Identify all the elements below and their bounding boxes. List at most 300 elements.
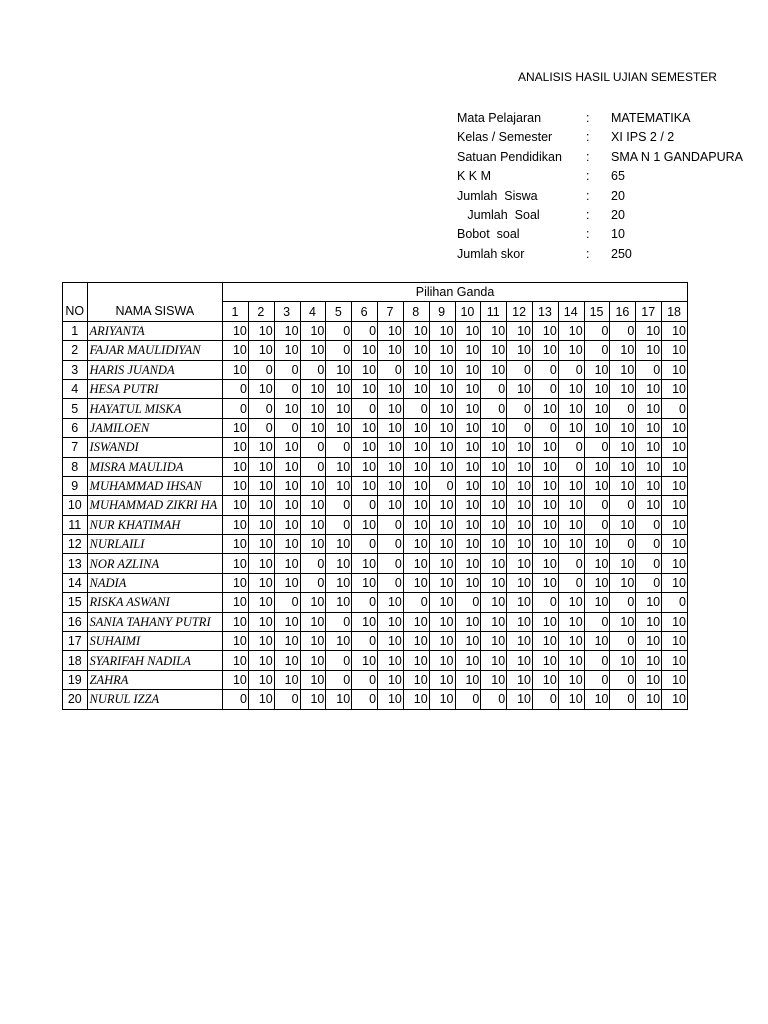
student-name: MUHAMMAD IHSAN bbox=[87, 476, 223, 495]
score-cell: 10 bbox=[378, 321, 404, 340]
score-cell: 10 bbox=[610, 573, 636, 592]
score-cell: 10 bbox=[481, 476, 507, 495]
score-cell: 10 bbox=[636, 457, 662, 476]
score-cell: 10 bbox=[636, 341, 662, 360]
score-cell: 10 bbox=[326, 476, 352, 495]
score-cell: 10 bbox=[274, 573, 300, 592]
score-cell: 10 bbox=[610, 515, 636, 534]
score-cell: 10 bbox=[248, 670, 274, 689]
score-cell: 10 bbox=[403, 341, 429, 360]
score-cell: 0 bbox=[533, 418, 559, 437]
score-cell: 10 bbox=[248, 690, 274, 709]
info-row bbox=[457, 206, 688, 225]
score-cell: 10 bbox=[274, 515, 300, 534]
score-cell: 10 bbox=[403, 651, 429, 670]
score-cell: 10 bbox=[481, 496, 507, 515]
score-cell: 10 bbox=[558, 515, 584, 534]
score-cell: 10 bbox=[481, 418, 507, 437]
score-cell: 10 bbox=[584, 476, 610, 495]
row-number: 7 bbox=[63, 438, 88, 457]
score-cell: 0 bbox=[378, 573, 404, 592]
score-cell: 10 bbox=[223, 573, 249, 592]
score-cell: 10 bbox=[636, 670, 662, 689]
score-cell: 10 bbox=[507, 321, 533, 340]
info-value: 10 bbox=[611, 227, 625, 242]
header-question-number: 6 bbox=[352, 302, 378, 321]
score-cell: 10 bbox=[403, 690, 429, 709]
score-cell: 10 bbox=[274, 399, 300, 418]
score-cell: 10 bbox=[533, 573, 559, 592]
score-cell: 10 bbox=[662, 632, 688, 651]
row-number: 12 bbox=[63, 535, 88, 554]
score-cell: 10 bbox=[610, 418, 636, 437]
score-cell: 10 bbox=[274, 476, 300, 495]
score-cell: 10 bbox=[378, 476, 404, 495]
score-cell: 10 bbox=[455, 651, 481, 670]
score-cell: 10 bbox=[481, 612, 507, 631]
score-cell: 10 bbox=[584, 554, 610, 573]
score-cell: 10 bbox=[429, 535, 455, 554]
score-cell: 10 bbox=[403, 321, 429, 340]
score-cell: 10 bbox=[584, 535, 610, 554]
score-cell: 10 bbox=[429, 554, 455, 573]
score-cell: 10 bbox=[455, 457, 481, 476]
score-cell: 10 bbox=[248, 457, 274, 476]
score-cell: 10 bbox=[403, 360, 429, 379]
score-cell: 10 bbox=[533, 612, 559, 631]
score-cell: 10 bbox=[636, 632, 662, 651]
score-cell: 0 bbox=[558, 573, 584, 592]
score-cell: 10 bbox=[378, 593, 404, 612]
table-row bbox=[63, 515, 688, 534]
score-cell: 10 bbox=[636, 690, 662, 709]
score-cell: 0 bbox=[300, 360, 326, 379]
header-pilihan-ganda: Pilihan Ganda bbox=[223, 283, 688, 302]
score-cell: 10 bbox=[274, 321, 300, 340]
score-cell: 10 bbox=[223, 670, 249, 689]
score-cell: 0 bbox=[584, 612, 610, 631]
score-cell: 10 bbox=[662, 690, 688, 709]
score-cell: 0 bbox=[558, 457, 584, 476]
score-cell: 10 bbox=[403, 438, 429, 457]
score-cell: 10 bbox=[558, 612, 584, 631]
score-cell: 10 bbox=[403, 496, 429, 515]
score-cell: 10 bbox=[507, 379, 533, 398]
score-cell: 0 bbox=[326, 321, 352, 340]
score-cell: 10 bbox=[662, 573, 688, 592]
score-cell: 0 bbox=[326, 612, 352, 631]
score-cell: 10 bbox=[610, 341, 636, 360]
score-cell: 10 bbox=[403, 670, 429, 689]
score-cell: 10 bbox=[300, 418, 326, 437]
score-cell: 10 bbox=[274, 341, 300, 360]
score-cell: 10 bbox=[455, 341, 481, 360]
score-cell: 0 bbox=[326, 341, 352, 360]
score-cell: 10 bbox=[429, 573, 455, 592]
score-cell: 10 bbox=[507, 593, 533, 612]
score-cell: 10 bbox=[248, 535, 274, 554]
row-number: 20 bbox=[63, 690, 88, 709]
score-cell: 10 bbox=[326, 457, 352, 476]
score-cell: 10 bbox=[455, 379, 481, 398]
table-row bbox=[63, 535, 688, 554]
table-row bbox=[63, 593, 688, 612]
score-cell: 10 bbox=[662, 612, 688, 631]
score-cell: 10 bbox=[403, 457, 429, 476]
score-cell: 10 bbox=[584, 593, 610, 612]
page-title: ANALISIS HASIL UJIAN SEMESTER bbox=[518, 70, 717, 84]
score-cell: 10 bbox=[403, 476, 429, 495]
score-cell: 10 bbox=[533, 632, 559, 651]
score-cell: 10 bbox=[662, 651, 688, 670]
student-name: MISRA MAULIDA bbox=[87, 457, 223, 476]
score-cell: 10 bbox=[584, 360, 610, 379]
score-cell: 10 bbox=[455, 515, 481, 534]
info-separator: : bbox=[586, 149, 590, 164]
score-cell: 10 bbox=[533, 438, 559, 457]
header-question-number: 14 bbox=[558, 302, 584, 321]
score-cell: 0 bbox=[248, 360, 274, 379]
score-cell: 0 bbox=[533, 593, 559, 612]
info-separator: : bbox=[586, 111, 590, 125]
score-cell: 10 bbox=[558, 670, 584, 689]
score-cell: 0 bbox=[352, 535, 378, 554]
score-cell: 10 bbox=[326, 690, 352, 709]
score-cell: 10 bbox=[248, 496, 274, 515]
score-cell: 10 bbox=[610, 476, 636, 495]
score-cell: 0 bbox=[223, 690, 249, 709]
score-cell: 10 bbox=[481, 535, 507, 554]
row-number: 19 bbox=[63, 670, 88, 689]
score-cell: 10 bbox=[378, 457, 404, 476]
score-cell: 10 bbox=[326, 360, 352, 379]
table-row bbox=[63, 360, 688, 379]
score-cell: 10 bbox=[378, 496, 404, 515]
header-question-number: 1 bbox=[223, 302, 249, 321]
score-cell: 0 bbox=[558, 438, 584, 457]
score-cell: 10 bbox=[429, 321, 455, 340]
score-cell: 0 bbox=[455, 690, 481, 709]
score-cell: 10 bbox=[403, 612, 429, 631]
score-cell: 10 bbox=[610, 554, 636, 573]
info-value: MATEMATIKA bbox=[611, 111, 691, 125]
student-name: NURLAILI bbox=[87, 535, 223, 554]
table-row bbox=[63, 418, 688, 437]
score-cell: 10 bbox=[584, 457, 610, 476]
table-row bbox=[63, 341, 688, 360]
score-cell: 0 bbox=[223, 399, 249, 418]
score-cell: 10 bbox=[558, 321, 584, 340]
info-value: 250 bbox=[611, 246, 632, 261]
score-cell: 10 bbox=[507, 690, 533, 709]
score-cell: 10 bbox=[662, 379, 688, 398]
score-cell: 0 bbox=[274, 690, 300, 709]
header-question-number: 7 bbox=[378, 302, 404, 321]
score-cell: 0 bbox=[481, 379, 507, 398]
score-cell: 0 bbox=[352, 670, 378, 689]
table-row bbox=[63, 690, 688, 709]
score-cell: 0 bbox=[403, 593, 429, 612]
score-cell: 0 bbox=[326, 496, 352, 515]
header-question-number: 12 bbox=[507, 302, 533, 321]
score-cell: 10 bbox=[507, 438, 533, 457]
score-cell: 10 bbox=[352, 438, 378, 457]
score-cell: 10 bbox=[533, 535, 559, 554]
score-cell: 0 bbox=[326, 670, 352, 689]
score-cell: 10 bbox=[507, 670, 533, 689]
student-name: SYARIFAH NADILA bbox=[87, 651, 223, 670]
score-cell: 0 bbox=[248, 399, 274, 418]
score-cell: 10 bbox=[248, 515, 274, 534]
student-name: NURUL IZZA bbox=[87, 690, 223, 709]
score-cell: 10 bbox=[558, 341, 584, 360]
score-cell: 10 bbox=[481, 457, 507, 476]
score-cell: 10 bbox=[636, 321, 662, 340]
score-cell: 10 bbox=[378, 418, 404, 437]
score-cell: 10 bbox=[403, 515, 429, 534]
score-cell: 0 bbox=[636, 515, 662, 534]
score-cell: 0 bbox=[584, 670, 610, 689]
score-cell: 0 bbox=[636, 360, 662, 379]
score-cell: 10 bbox=[610, 360, 636, 379]
score-cell: 10 bbox=[533, 515, 559, 534]
score-cell: 10 bbox=[558, 535, 584, 554]
score-cell: 10 bbox=[429, 341, 455, 360]
student-name: FAJAR MAULIDIYAN bbox=[87, 341, 223, 360]
score-cell: 0 bbox=[662, 399, 688, 418]
score-cell: 10 bbox=[533, 496, 559, 515]
row-number: 16 bbox=[63, 612, 88, 631]
score-cell: 10 bbox=[429, 379, 455, 398]
score-cell: 10 bbox=[223, 612, 249, 631]
score-cell: 10 bbox=[662, 321, 688, 340]
score-cell: 10 bbox=[223, 554, 249, 573]
score-cell: 10 bbox=[223, 476, 249, 495]
score-cell: 10 bbox=[429, 651, 455, 670]
score-cell: 10 bbox=[326, 554, 352, 573]
info-label: Jumlah Siswa bbox=[457, 188, 538, 203]
score-cell: 10 bbox=[429, 632, 455, 651]
score-cell: 10 bbox=[455, 554, 481, 573]
score-cell: 10 bbox=[636, 593, 662, 612]
score-cell: 10 bbox=[274, 670, 300, 689]
score-cell: 10 bbox=[300, 341, 326, 360]
student-name: HAYATUL MISKA bbox=[87, 399, 223, 418]
header-question-number: 13 bbox=[533, 302, 559, 321]
score-cell: 10 bbox=[481, 321, 507, 340]
header-question-number: 8 bbox=[403, 302, 429, 321]
score-cell: 0 bbox=[326, 515, 352, 534]
score-cell: 10 bbox=[662, 418, 688, 437]
student-name: SUHAIMI bbox=[87, 632, 223, 651]
score-cell: 10 bbox=[455, 399, 481, 418]
row-number: 3 bbox=[63, 360, 88, 379]
score-cell: 0 bbox=[636, 535, 662, 554]
score-cell: 10 bbox=[558, 496, 584, 515]
score-cell: 10 bbox=[403, 535, 429, 554]
score-cell: 10 bbox=[481, 554, 507, 573]
score-cell: 0 bbox=[274, 418, 300, 437]
student-name: SANIA TAHANY PUTRI bbox=[87, 612, 223, 631]
score-cell: 10 bbox=[662, 438, 688, 457]
score-cell: 10 bbox=[274, 612, 300, 631]
score-cell: 10 bbox=[558, 690, 584, 709]
score-cell: 10 bbox=[584, 379, 610, 398]
score-cell: 10 bbox=[326, 399, 352, 418]
info-label: Bobot soal bbox=[457, 227, 520, 242]
score-cell: 0 bbox=[274, 360, 300, 379]
score-cell: 10 bbox=[455, 496, 481, 515]
score-cell: 10 bbox=[636, 651, 662, 670]
student-name: RISKA ASWANI bbox=[87, 593, 223, 612]
score-cell: 10 bbox=[429, 399, 455, 418]
score-cell: 10 bbox=[636, 438, 662, 457]
score-cell: 0 bbox=[507, 360, 533, 379]
score-cell: 10 bbox=[248, 438, 274, 457]
score-cell: 10 bbox=[584, 573, 610, 592]
student-name: ISWANDI bbox=[87, 438, 223, 457]
score-cell: 10 bbox=[481, 651, 507, 670]
score-cell: 10 bbox=[429, 418, 455, 437]
score-cell: 10 bbox=[326, 573, 352, 592]
score-cell: 10 bbox=[610, 612, 636, 631]
score-cell: 10 bbox=[248, 573, 274, 592]
score-cell: 0 bbox=[584, 341, 610, 360]
student-name: ARIYANTA bbox=[87, 321, 223, 340]
score-cell: 0 bbox=[352, 496, 378, 515]
header-question-number: 15 bbox=[584, 302, 610, 321]
score-cell: 10 bbox=[352, 515, 378, 534]
info-separator: : bbox=[586, 227, 590, 242]
header-question-number: 9 bbox=[429, 302, 455, 321]
info-separator: : bbox=[586, 188, 590, 203]
score-cell: 10 bbox=[300, 651, 326, 670]
student-name: MUHAMMAD ZIKRI HA bbox=[87, 496, 223, 515]
score-cell: 0 bbox=[584, 321, 610, 340]
score-cell: 0 bbox=[352, 690, 378, 709]
info-value: SMA N 1 GANDAPURA bbox=[611, 149, 743, 164]
table-row bbox=[63, 612, 688, 631]
score-cell: 10 bbox=[507, 554, 533, 573]
score-cell: 0 bbox=[378, 515, 404, 534]
score-cell: 10 bbox=[636, 496, 662, 515]
score-cell: 0 bbox=[507, 418, 533, 437]
score-cell: 10 bbox=[636, 612, 662, 631]
info-row bbox=[457, 148, 743, 167]
score-cell: 10 bbox=[455, 476, 481, 495]
score-cell: 10 bbox=[378, 690, 404, 709]
score-cell: 0 bbox=[610, 632, 636, 651]
score-cell: 10 bbox=[662, 535, 688, 554]
score-cell: 0 bbox=[326, 438, 352, 457]
score-cell: 10 bbox=[533, 457, 559, 476]
table-row bbox=[63, 457, 688, 476]
header-question-number: 3 bbox=[274, 302, 300, 321]
score-cell: 10 bbox=[558, 632, 584, 651]
score-cell: 10 bbox=[507, 612, 533, 631]
score-cell: 0 bbox=[610, 496, 636, 515]
info-separator: : bbox=[586, 246, 590, 261]
score-cell: 10 bbox=[223, 341, 249, 360]
score-cell: 10 bbox=[507, 535, 533, 554]
score-cell: 10 bbox=[481, 360, 507, 379]
score-cell: 10 bbox=[662, 554, 688, 573]
score-cell: 10 bbox=[507, 341, 533, 360]
score-cell: 10 bbox=[248, 379, 274, 398]
info-separator: : bbox=[586, 207, 590, 222]
score-cell: 10 bbox=[533, 399, 559, 418]
score-cell: 10 bbox=[636, 379, 662, 398]
score-cell: 10 bbox=[558, 418, 584, 437]
header-question-number: 17 bbox=[636, 302, 662, 321]
score-cell: 0 bbox=[223, 379, 249, 398]
row-number: 6 bbox=[63, 418, 88, 437]
score-cell: 10 bbox=[403, 554, 429, 573]
score-cell: 10 bbox=[248, 593, 274, 612]
score-cell: 10 bbox=[533, 651, 559, 670]
score-cell: 10 bbox=[223, 496, 249, 515]
row-number: 2 bbox=[63, 341, 88, 360]
score-cell: 0 bbox=[584, 496, 610, 515]
score-cell: 0 bbox=[300, 438, 326, 457]
score-cell: 10 bbox=[662, 670, 688, 689]
score-cell: 10 bbox=[274, 535, 300, 554]
score-cell: 0 bbox=[481, 399, 507, 418]
row-number: 1 bbox=[63, 321, 88, 340]
info-label: Kelas / Semester bbox=[457, 130, 553, 145]
score-cell: 10 bbox=[300, 399, 326, 418]
score-cell: 10 bbox=[507, 457, 533, 476]
score-table bbox=[62, 282, 688, 710]
row-number: 14 bbox=[63, 573, 88, 592]
score-cell: 10 bbox=[636, 399, 662, 418]
score-cell: 10 bbox=[223, 418, 249, 437]
score-cell: 10 bbox=[533, 476, 559, 495]
score-cell: 0 bbox=[352, 321, 378, 340]
score-cell: 10 bbox=[610, 457, 636, 476]
score-cell: 0 bbox=[610, 399, 636, 418]
score-cell: 10 bbox=[636, 418, 662, 437]
score-cell: 10 bbox=[300, 321, 326, 340]
score-cell: 10 bbox=[403, 573, 429, 592]
score-cell: 0 bbox=[558, 554, 584, 573]
header-question-number: 2 bbox=[248, 302, 274, 321]
score-cell: 10 bbox=[352, 573, 378, 592]
score-cell: 10 bbox=[610, 438, 636, 457]
score-cell: 0 bbox=[300, 573, 326, 592]
score-cell: 10 bbox=[610, 651, 636, 670]
score-cell: 10 bbox=[533, 341, 559, 360]
score-cell: 10 bbox=[223, 632, 249, 651]
info-separator: : bbox=[586, 130, 590, 145]
score-cell: 10 bbox=[662, 341, 688, 360]
score-cell: 10 bbox=[300, 535, 326, 554]
table-row bbox=[63, 496, 688, 515]
score-cell: 10 bbox=[662, 515, 688, 534]
table-header-row-1 bbox=[63, 283, 688, 302]
score-cell: 10 bbox=[274, 438, 300, 457]
score-cell: 10 bbox=[274, 554, 300, 573]
student-name: NOR AZLINA bbox=[87, 554, 223, 573]
score-cell: 0 bbox=[610, 321, 636, 340]
student-name: HESA PUTRI bbox=[87, 379, 223, 398]
score-cell: 10 bbox=[223, 535, 249, 554]
score-cell: 10 bbox=[223, 651, 249, 670]
score-cell: 10 bbox=[533, 321, 559, 340]
score-cell: 0 bbox=[274, 593, 300, 612]
score-cell: 10 bbox=[274, 496, 300, 515]
info-row bbox=[457, 187, 688, 206]
